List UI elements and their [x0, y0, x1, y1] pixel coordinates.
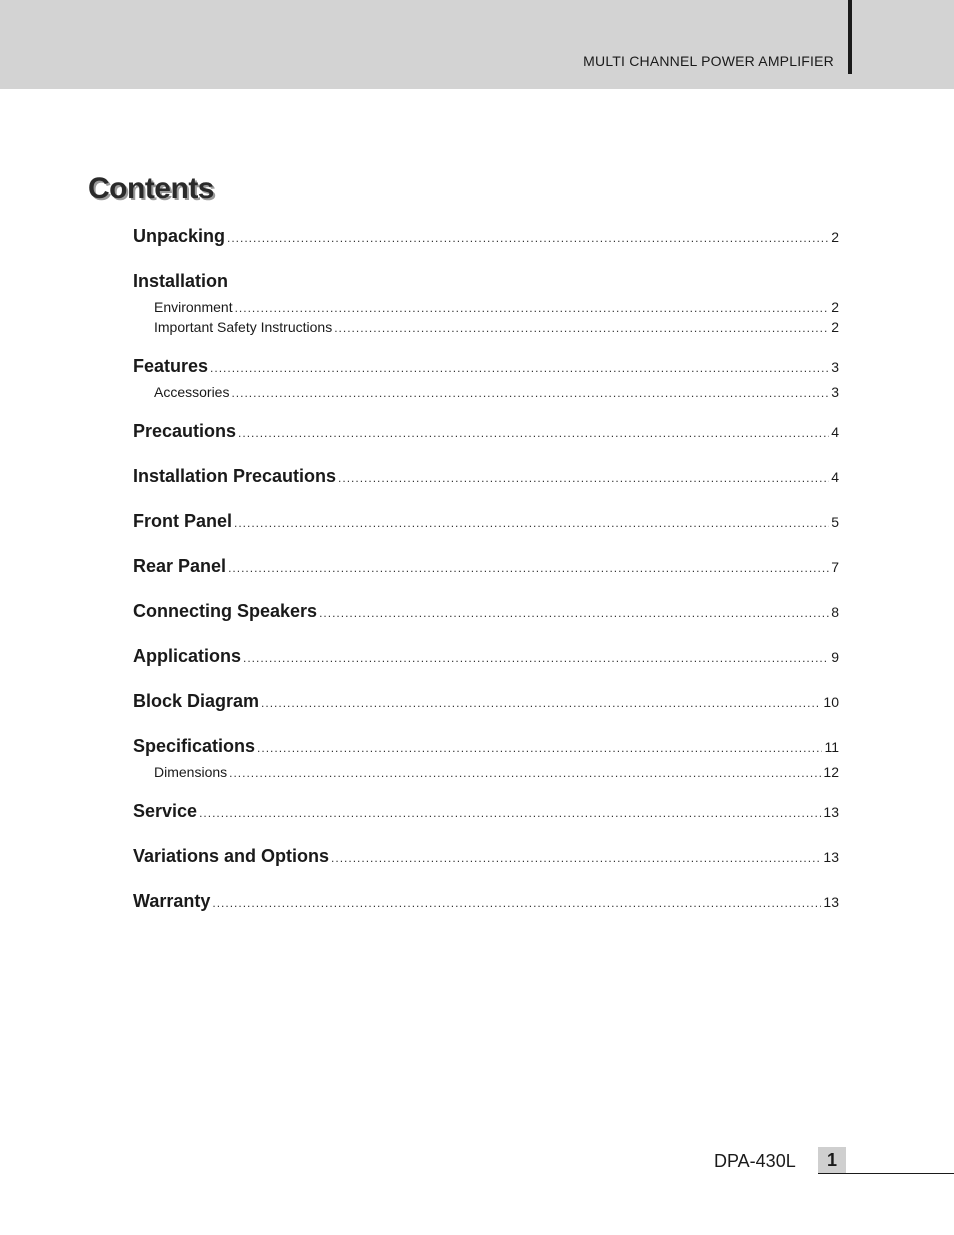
- toc-section: [133, 801, 839, 829]
- toc-section: [133, 736, 839, 784]
- dot-leader: [227, 231, 829, 245]
- dot-leader: [334, 321, 829, 335]
- toc-section: [133, 466, 839, 494]
- toc-section: [133, 511, 839, 539]
- toc-label: Warranty: [133, 891, 211, 911]
- toc-page-number: 13: [823, 804, 839, 820]
- toc-entry-specifications[interactable]: [133, 736, 839, 764]
- toc-page-number: 7: [831, 559, 839, 575]
- toc-entry-installation-precautions[interactable]: [133, 466, 839, 494]
- toc-section: [133, 356, 839, 404]
- toc-section: [133, 271, 839, 339]
- toc-page-number: 4: [831, 424, 839, 440]
- toc-entry-applications[interactable]: [133, 646, 839, 674]
- toc-subentry-accessories[interactable]: [133, 384, 839, 404]
- dot-leader: [229, 766, 821, 780]
- dot-leader: [212, 896, 821, 910]
- toc-page-number: 4: [831, 469, 839, 485]
- toc-entry-service[interactable]: [133, 801, 839, 829]
- dot-leader: [234, 516, 829, 530]
- toc-section: [133, 226, 839, 254]
- dot-leader: [228, 561, 829, 575]
- toc-label: Rear Panel: [133, 556, 227, 576]
- dot-leader: [243, 651, 829, 665]
- toc-section: [133, 691, 839, 719]
- dot-leader: [210, 361, 829, 375]
- toc-subentry-important-safety-instructions[interactable]: [133, 319, 839, 339]
- toc-label: Environment: [154, 299, 233, 315]
- header-rule: [848, 0, 852, 74]
- toc-entry-precautions[interactable]: [133, 421, 839, 449]
- toc-section: [133, 846, 839, 874]
- dot-leader: [257, 741, 822, 755]
- dot-leader: [319, 606, 829, 620]
- toc-label: Specifications: [133, 736, 256, 756]
- toc-label: Variations and Options: [133, 846, 330, 866]
- toc-page-number: 8: [831, 604, 839, 620]
- toc-section: [133, 601, 839, 629]
- toc-label: Installation Precautions: [133, 466, 337, 486]
- toc-entry-connecting-speakers[interactable]: [133, 601, 839, 629]
- dot-leader: [235, 301, 830, 315]
- page-header: [0, 0, 954, 89]
- toc-section: [133, 646, 839, 674]
- toc-entry-features[interactable]: [133, 356, 839, 384]
- toc-label: Connecting Speakers: [133, 601, 318, 621]
- page-number: 1: [818, 1147, 846, 1173]
- dot-leader: [261, 696, 821, 710]
- toc-page-number: 11: [824, 739, 839, 755]
- toc-label: Installation: [133, 271, 229, 291]
- toc-label: Service: [133, 801, 198, 821]
- toc-entry-warranty[interactable]: [133, 891, 839, 919]
- table-of-contents: [133, 226, 839, 936]
- toc-label: Accessories: [154, 384, 230, 400]
- toc-page-number: 3: [831, 359, 839, 375]
- toc-page-number: 2: [831, 229, 839, 245]
- toc-section: [133, 421, 839, 449]
- toc-entry-rear-panel[interactable]: [133, 556, 839, 584]
- toc-page-number: 13: [823, 894, 839, 910]
- toc-label: Important Safety Instructions: [154, 319, 333, 335]
- footer-model: DPA-430L: [714, 1151, 796, 1171]
- toc-entry-variations-and-options[interactable]: [133, 846, 839, 874]
- toc-label: Unpacking: [133, 226, 226, 246]
- toc-entry-unpacking[interactable]: [133, 226, 839, 254]
- toc-page-number: 9: [831, 649, 839, 665]
- toc-subentry-environment[interactable]: [133, 299, 839, 319]
- toc-page-number: 13: [823, 849, 839, 865]
- toc-page-number: 5: [831, 514, 839, 530]
- toc-subentry-dimensions[interactable]: [133, 764, 839, 784]
- toc-page-number: 2: [831, 299, 839, 315]
- toc-entry-installation[interactable]: [133, 271, 839, 299]
- dot-leader: [238, 426, 829, 440]
- toc-label: Applications: [133, 646, 242, 666]
- toc-page-number: 12: [823, 764, 839, 780]
- toc-page-number: 3: [831, 384, 839, 400]
- page-title: Contents: [88, 172, 214, 205]
- toc-page-number: 2: [831, 319, 839, 335]
- toc-label: Features: [133, 356, 209, 376]
- toc-entry-block-diagram[interactable]: [133, 691, 839, 719]
- dot-leader: [231, 386, 829, 400]
- toc-label: Dimensions: [154, 764, 228, 780]
- toc-label: Precautions: [133, 421, 237, 441]
- header-title: MULTI CHANNEL POWER AMPLIFIER: [583, 53, 834, 69]
- toc-section: [133, 556, 839, 584]
- footer-rule: [818, 1173, 954, 1174]
- toc-entry-front-panel[interactable]: [133, 511, 839, 539]
- toc-label: Front Panel: [133, 511, 233, 531]
- toc-section: [133, 891, 839, 919]
- dot-leader: [199, 806, 821, 820]
- dot-leader: [331, 851, 821, 865]
- toc-label: Block Diagram: [133, 691, 260, 711]
- toc-page-number: 10: [823, 694, 839, 710]
- dot-leader: [338, 471, 829, 485]
